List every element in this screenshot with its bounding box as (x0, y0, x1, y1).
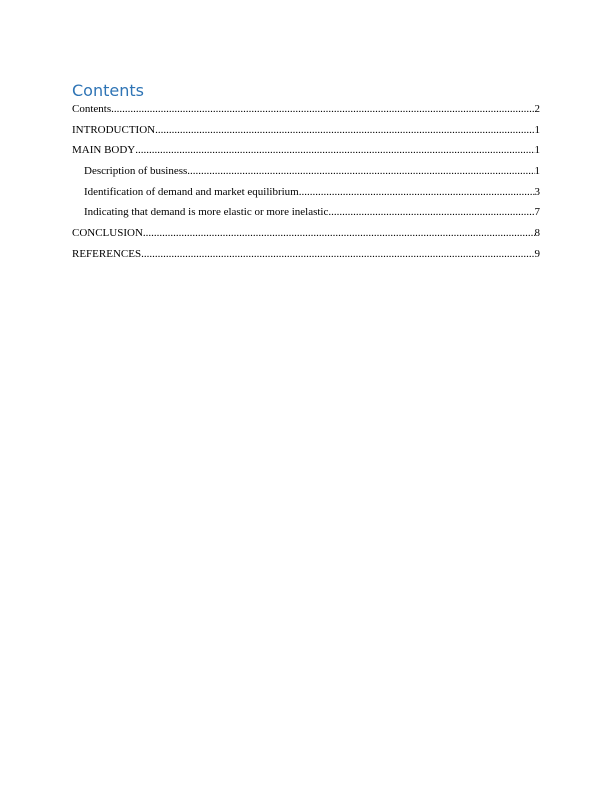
toc-entry-description-of-business[interactable] (72, 164, 540, 185)
toc-heading: Contents (72, 81, 144, 100)
toc-entry-page: 2 (534, 103, 540, 115)
toc-dot-leader (187, 164, 534, 178)
toc-dot-leader (111, 102, 534, 116)
toc-entry-page: 3 (534, 185, 540, 198)
toc-dot-leader (299, 185, 535, 199)
toc-dot-leader (135, 143, 534, 157)
toc-entry-label: Contents (72, 103, 112, 115)
toc-entry-introduction[interactable] (72, 123, 540, 144)
toc-entry-page: 9 (534, 247, 540, 260)
toc-entry-page: 8 (534, 227, 540, 240)
toc-entry-label: Identification of demand and market equilibrium (84, 185, 299, 198)
toc-entry-page: 1 (534, 123, 540, 136)
toc-dot-leader (143, 226, 535, 240)
toc-entry-demand-market-equilibrium[interactable] (72, 185, 540, 206)
toc-entry-label: Description of business (84, 165, 188, 178)
toc-dot-leader (155, 123, 534, 137)
toc-entry-page: 1 (534, 165, 540, 178)
toc-entry-label: INTRODUCTION (72, 123, 156, 136)
toc-entry-main-body[interactable] (72, 143, 540, 164)
toc-entry-conclusion[interactable] (72, 226, 540, 247)
table-of-contents (72, 102, 540, 268)
toc-dot-leader (141, 247, 534, 261)
toc-dot-leader (328, 205, 534, 219)
toc-entry-page: 7 (534, 206, 540, 219)
toc-entry-label: MAIN BODY (72, 144, 136, 157)
toc-entry-page: 1 (534, 144, 540, 157)
toc-entry-label: REFERENCES (72, 247, 142, 260)
toc-entry-contents[interactable] (72, 102, 540, 123)
toc-entry-references[interactable] (72, 247, 540, 268)
toc-entry-label: Indicating that demand is more elastic or more inelastic (84, 206, 329, 219)
toc-entry-label: CONCLUSION (72, 227, 143, 240)
toc-entry-demand-elasticity[interactable] (72, 205, 540, 226)
